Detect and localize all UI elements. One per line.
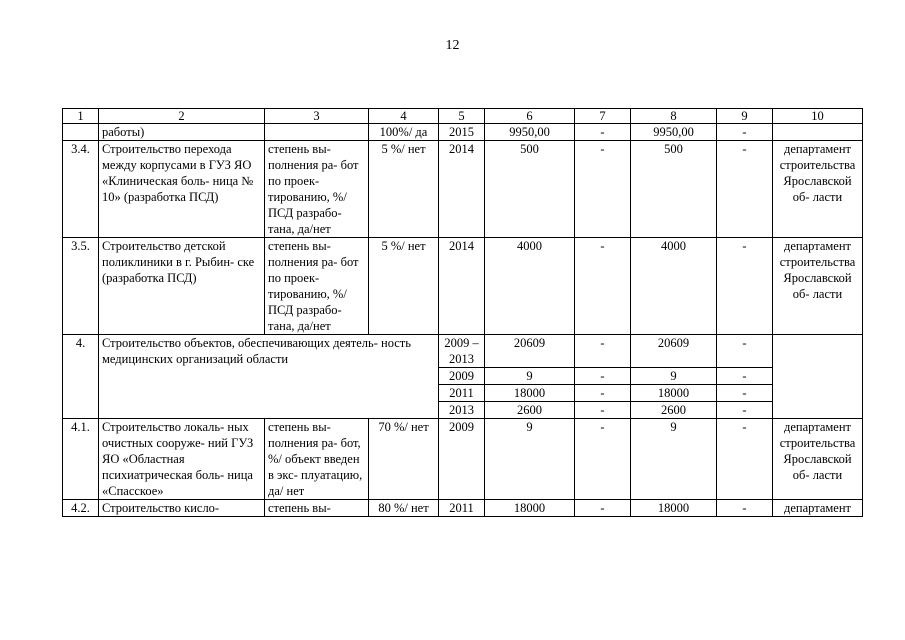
page-number: 12 bbox=[445, 38, 460, 53]
cell-number bbox=[63, 124, 99, 141]
table-row bbox=[63, 335, 863, 368]
cell-other: - bbox=[717, 402, 773, 419]
cell-total: 20609 bbox=[485, 335, 575, 368]
cell-year: 2011 bbox=[439, 500, 485, 517]
cell-indicator: степень вы- bbox=[265, 500, 369, 517]
cell-other: - bbox=[717, 141, 773, 238]
cell-number: 4.1. bbox=[63, 419, 99, 500]
cell-year: 2009 bbox=[439, 368, 485, 385]
table-row bbox=[63, 124, 863, 141]
cell-total: 500 bbox=[485, 141, 575, 238]
cell-regional: 18000 bbox=[631, 500, 717, 517]
cell-regional: 9 bbox=[631, 419, 717, 500]
cell-year: 2013 bbox=[439, 402, 485, 419]
cell-executor: департамент строительства Ярославской об- ласти bbox=[773, 238, 863, 335]
cell-regional: 9 bbox=[631, 368, 717, 385]
header-cell: 5 bbox=[439, 109, 485, 124]
cell-total: 18000 bbox=[485, 500, 575, 517]
cell-name: Строительство кисло- bbox=[99, 500, 265, 517]
cell-indicator: степень вы- полнения ра- бот по проек- тированию, %/ ПСД разрабо- тана, да/нет bbox=[265, 238, 369, 335]
cell-number: 4. bbox=[63, 335, 99, 419]
cell-total: 2600 bbox=[485, 402, 575, 419]
cell-regional: 2600 bbox=[631, 402, 717, 419]
cell-target: 100%/ да bbox=[369, 124, 439, 141]
cell-number: 4.2. bbox=[63, 500, 99, 517]
header-row bbox=[63, 109, 863, 124]
cell-other: - bbox=[717, 419, 773, 500]
cell-year: 2011 bbox=[439, 385, 485, 402]
cell-federal: - bbox=[575, 335, 631, 368]
cell-target: 80 %/ нет bbox=[369, 500, 439, 517]
table-row bbox=[63, 500, 863, 517]
cell-year: 2015 bbox=[439, 124, 485, 141]
cell-name: Строительство локаль- ных очистных сооруже- ний ГУЗ ЯО «Областная психиатрическая боль- ница «Спасское» bbox=[99, 419, 265, 500]
cell-other: - bbox=[717, 335, 773, 368]
cell-name: работы) bbox=[99, 124, 265, 141]
cell-other: - bbox=[717, 124, 773, 141]
header-cell: 6 bbox=[485, 109, 575, 124]
cell-executor: департамент строительства Ярославской об- ласти bbox=[773, 141, 863, 238]
header-cell: 4 bbox=[369, 109, 439, 124]
cell-executor bbox=[773, 335, 863, 419]
cell-federal: - bbox=[575, 124, 631, 141]
cell-name: Строительство объектов, обеспечивающих деятель- ность медицинских организаций области bbox=[99, 335, 439, 419]
cell-year: 2009 – 2013 bbox=[439, 335, 485, 368]
cell-federal: - bbox=[575, 402, 631, 419]
header-cell: 1 bbox=[63, 109, 99, 124]
cell-other: - bbox=[717, 368, 773, 385]
cell-target: 5 %/ нет bbox=[369, 141, 439, 238]
cell-total: 9950,00 bbox=[485, 124, 575, 141]
cell-year: 2014 bbox=[439, 141, 485, 238]
cell-indicator: степень вы- полнения ра- бот, %/ объект введен в экс- плуатацию, да/ нет bbox=[265, 419, 369, 500]
cell-number: 3.5. bbox=[63, 238, 99, 335]
cell-year: 2009 bbox=[439, 419, 485, 500]
table-row bbox=[63, 419, 863, 500]
cell-number: 3.4. bbox=[63, 141, 99, 238]
cell-regional: 18000 bbox=[631, 385, 717, 402]
header-cell: 9 bbox=[717, 109, 773, 124]
cell-executor bbox=[773, 124, 863, 141]
cell-regional: 9950,00 bbox=[631, 124, 717, 141]
cell-other: - bbox=[717, 500, 773, 517]
cell-federal: - bbox=[575, 141, 631, 238]
cell-target: 5 %/ нет bbox=[369, 238, 439, 335]
cell-total: 9 bbox=[485, 419, 575, 500]
cell-federal: - bbox=[575, 368, 631, 385]
table-row bbox=[63, 141, 863, 238]
cell-federal: - bbox=[575, 385, 631, 402]
cell-regional: 4000 bbox=[631, 238, 717, 335]
header-cell: 7 bbox=[575, 109, 631, 124]
header-cell: 2 bbox=[99, 109, 265, 124]
cell-federal: - bbox=[575, 238, 631, 335]
cell-total: 4000 bbox=[485, 238, 575, 335]
cell-federal: - bbox=[575, 500, 631, 517]
cell-total: 9 bbox=[485, 368, 575, 385]
cell-executor: департамент bbox=[773, 500, 863, 517]
cell-name: Строительство перехода между корпусами в ГУЗ ЯО «Клиническая боль- ница № 10» (разработка ПСД) bbox=[99, 141, 265, 238]
cell-regional: 20609 bbox=[631, 335, 717, 368]
table-row bbox=[63, 238, 863, 335]
cell-indicator bbox=[265, 124, 369, 141]
cell-federal: - bbox=[575, 419, 631, 500]
cell-other: - bbox=[717, 238, 773, 335]
cell-regional: 500 bbox=[631, 141, 717, 238]
cell-target: 70 %/ нет bbox=[369, 419, 439, 500]
cell-executor: департамент строительства Ярославской об- ласти bbox=[773, 419, 863, 500]
cell-name: Строительство детской поликлиники в г. Рыбин- ске (разработка ПСД) bbox=[99, 238, 265, 335]
header-cell: 3 bbox=[265, 109, 369, 124]
header-cell: 8 bbox=[631, 109, 717, 124]
header-cell: 10 bbox=[773, 109, 863, 124]
cell-other: - bbox=[717, 385, 773, 402]
cell-indicator: степень вы- полнения ра- бот по проек- тированию, %/ ПСД разрабо- тана, да/нет bbox=[265, 141, 369, 238]
cell-total: 18000 bbox=[485, 385, 575, 402]
activities-table bbox=[62, 108, 863, 517]
cell-year: 2014 bbox=[439, 238, 485, 335]
